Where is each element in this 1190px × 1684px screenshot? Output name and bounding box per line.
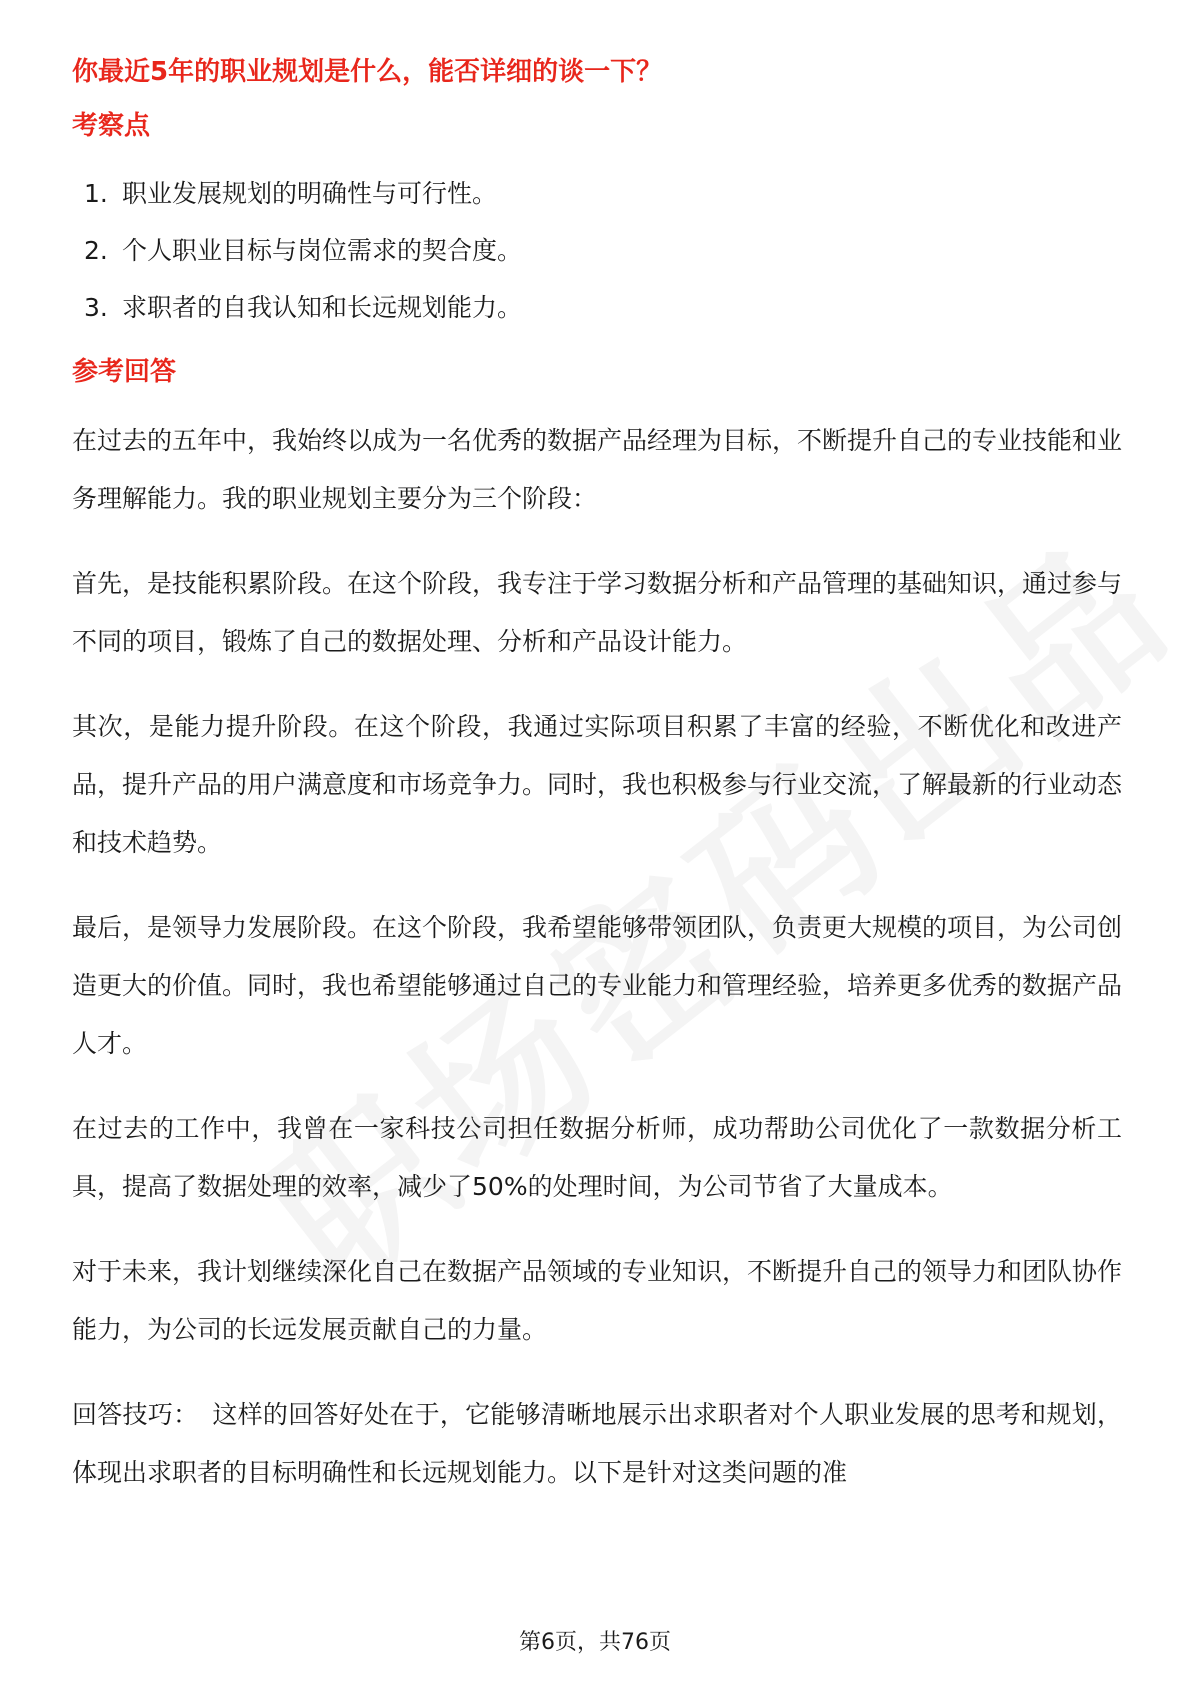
answer-paragraph: 其次，是能力提升阶段。在这个阶段，我通过实际项目积累了丰富的经验，不断优化和改进产品，提升产品的用户满意度和市场竞争力。同时，我也积极参与行业交流，了解最新的行业动态和技术趋势。	[72, 712, 1123, 857]
list-item-text: 个人职业目标与岗位需求的契合度。	[122, 236, 523, 265]
question-heading: 你最近5年的职业规划是什么，能否详细的谈一下？	[72, 57, 663, 87]
page-number-footer: 第6页，共76页	[519, 1630, 671, 1655]
list-item-number: 1.	[84, 179, 108, 208]
list-item-number: 2.	[84, 236, 108, 265]
list-item-text: 求职者的自我认知和长远规划能力。	[122, 293, 523, 322]
answer-paragraph: 首先，是技能积累阶段。在这个阶段，我专注于学习数据分析和产品管理的基础知识，通过参与不同的项目，锻炼了自己的数据处理、分析和产品设计能力。	[72, 569, 1123, 656]
answer-paragraph: 在过去的工作中，我曾在一家科技公司担任数据分析师，成功帮助公司优化了一款数据分析工具，提高了数据处理的效率，减少了50%的处理时间，为公司节省了大量成本。	[72, 1114, 1122, 1201]
answer-paragraph: 在过去的五年中，我始终以成为一名优秀的数据产品经理为目标，不断提升自己的专业技能和业务理解能力。我的职业规划主要分为三个阶段：	[72, 426, 1123, 513]
points-list	[72, 174, 1122, 328]
list-item	[84, 174, 1122, 214]
list-item-text: 职业发展规划的明确性与可行性。	[122, 179, 498, 208]
answer-paragraph: 对于未来，我计划继续深化自己在数据产品领域的专业知识，不断提升自己的领导力和团队协作能力，为公司的长远发展贡献自己的力量。	[72, 1257, 1123, 1344]
points-section-title: 考察点	[72, 111, 151, 141]
tips-paragraph	[72, 1386, 1122, 1502]
list-item-number: 3.	[84, 293, 108, 322]
page-content	[72, 52, 1122, 1502]
tips-label: 回答技巧：	[72, 1400, 199, 1429]
answer-section-title: 参考回答	[72, 357, 177, 387]
list-item	[84, 231, 1122, 271]
tips-text: 这样的回答好处在于，它能够清晰地展示出求职者对个人职业发展的思考和规划，体现出求职者的目标明确性和长远规划能力。以下是针对这类问题的准	[72, 1400, 1122, 1487]
list-item	[84, 288, 1122, 328]
answer-paragraph: 最后，是领导力发展阶段。在这个阶段，我希望能够带领团队，负责更大规模的项目，为公司创造更大的价值。同时，我也希望能够通过自己的专业能力和管理经验，培养更多优秀的数据产品人才。	[72, 913, 1123, 1058]
